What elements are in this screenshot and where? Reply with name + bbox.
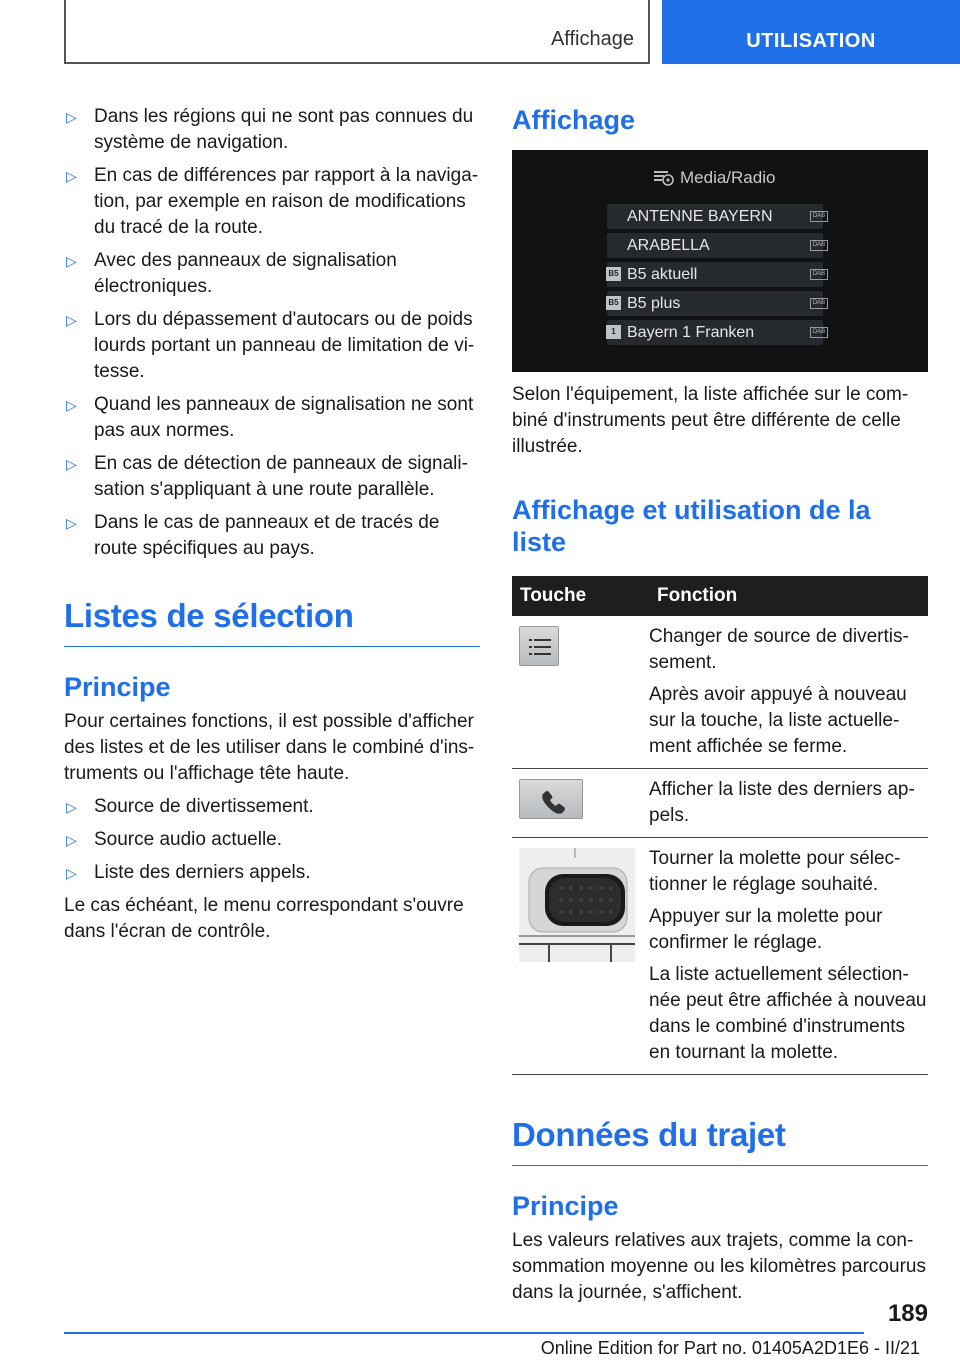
paragraph-intro: Pour certaines fonctions, il est possible d'afficher des listes et de les utiliser dans le combiné d'instruments ou l'affichage tête haute. (64, 711, 475, 784)
triangle-bullet-icon: ▷ (66, 397, 77, 413)
function-text: Appuyer sur la molette pour confirmer le réglage. (649, 906, 883, 953)
controls-table (512, 576, 928, 1075)
function-text: Changer de source de divertissement. (649, 626, 909, 673)
phone-button-icon (519, 779, 583, 819)
station-label: ARABELLA (627, 237, 710, 254)
column-header-function: Fonction (649, 576, 928, 616)
list-item: ▷ Avec des panneaux de signalisation électroniques. (66, 250, 397, 297)
bullet-list-conditions (64, 104, 480, 562)
list-button-icon (519, 626, 559, 666)
station-row[interactable] (607, 291, 826, 316)
thumbwheel-icon (519, 848, 635, 962)
list-item: ▷ En cas de détection de panneaux de signalisation s'appliquant à une route parallèle. (66, 453, 468, 500)
media-radio-icon (652, 167, 674, 187)
screenshot-caption: Selon l'équipement, la liste affichée sur le combiné d'instruments peut être différente de celle illustrée. (512, 384, 909, 457)
heading-selection-lists: Listes de sélection (64, 596, 480, 647)
station-logo-icon: B5 (606, 296, 621, 310)
dab-tag: DAB (810, 269, 828, 280)
header-section-title: Affichage (550, 28, 634, 50)
screen-title: Media/Radio (680, 168, 776, 187)
column-header-key: Touche (512, 576, 649, 616)
triangle-bullet-icon: ▷ (66, 515, 77, 531)
dab-tag: DAB (810, 298, 828, 309)
table-header-row (512, 576, 928, 616)
station-row[interactable] (607, 262, 826, 287)
list-item: ▷ Dans les régions qui ne sont pas connues du système de navigation. (66, 106, 474, 153)
station-row[interactable] (607, 204, 826, 229)
dab-tag: DAB (810, 211, 828, 222)
triangle-bullet-icon: ▷ (66, 109, 77, 125)
dab-tag: DAB (810, 327, 828, 338)
station-row[interactable] (607, 233, 826, 258)
station-logo-icon: B5 (606, 267, 621, 281)
triangle-bullet-icon: ▷ (66, 456, 77, 472)
bullet-list-sources (64, 794, 480, 886)
table-row (512, 616, 928, 769)
footer-edition: Online Edition for Part no. 01405A2D1E6 - II/21 (540, 1338, 920, 1358)
header-chapter-title: UTILISATION (746, 30, 876, 52)
list-item: ▷ En cas de différences par rapport à la navigation, par exemple en raison de modifications du tracé de la route. (66, 165, 479, 238)
list-item: ▷ Source de divertissement. (64, 794, 480, 820)
list-item: ▷ Lors du dépassement d'autocars ou de poids lourds portant un panneau de limitation de vitesse. (66, 309, 475, 382)
header-chapter-tab[interactable] (662, 0, 960, 64)
list-item: ▷ Quand les panneaux de signalisation ne sont pas aux normes. (66, 394, 474, 441)
station-label: B5 plus (627, 295, 681, 312)
page-number: 189 (887, 1300, 928, 1327)
list-item: ▷ Source audio actuelle. (64, 827, 480, 853)
subheading-principle: Principe (64, 672, 171, 702)
function-text: Après avoir appuyé à nouveau sur la touche, la liste actuellement affichée se ferme. (649, 684, 907, 757)
station-logo-icon: 1 (606, 325, 621, 339)
paragraph-outro: Le cas échéant, le menu correspondant s'ouvre dans l'écran de contrôle. (64, 895, 464, 942)
footer-divider (64, 1332, 864, 1334)
table-row (512, 769, 928, 838)
station-label: B5 aktuell (627, 266, 698, 283)
function-text: Afficher la liste des derniers appels. (649, 779, 915, 826)
function-text: Tourner la molette pour sélectionner le réglage souhaité. (649, 848, 901, 895)
triangle-bullet-icon: ▷ (66, 832, 77, 848)
triangle-bullet-icon: ▷ (66, 865, 77, 881)
heading-list-usage: Affichage et utilisation de la liste (512, 495, 871, 557)
heading-display: Affichage (512, 105, 636, 135)
triangle-bullet-icon: ▷ (66, 799, 77, 815)
header-section-box (64, 0, 650, 64)
list-item: ▷ Liste des derniers appels. (64, 860, 480, 886)
right-column (512, 104, 928, 1306)
list-item: ▷ Dans le cas de panneaux et de tracés de route spécifiques au pays. (66, 512, 440, 559)
station-row[interactable] (607, 320, 826, 345)
subheading-trip-principle: Principe (512, 1191, 619, 1221)
function-text: La liste actuellement sélectionnée peut être affichée à nouveau dans le combiné d'instruments en tournant la molette. (649, 964, 927, 1063)
instrument-cluster-screenshot (512, 150, 928, 372)
paragraph-trip: Les valeurs relatives aux trajets, comme la consommation moyenne ou les kilomètres parcourus dans la journée, s'affichent. (512, 1230, 926, 1303)
triangle-bullet-icon: ▷ (66, 312, 77, 328)
heading-trip-data: Données du trajet (512, 1115, 928, 1166)
table-row (512, 838, 928, 1075)
triangle-bullet-icon: ▷ (66, 253, 77, 269)
triangle-bullet-icon: ▷ (66, 168, 77, 184)
left-column (64, 104, 480, 945)
station-label: ANTENNE BAYERN (627, 208, 773, 225)
dab-tag: DAB (810, 240, 828, 251)
station-label: Bayern 1 Franken (627, 324, 755, 341)
